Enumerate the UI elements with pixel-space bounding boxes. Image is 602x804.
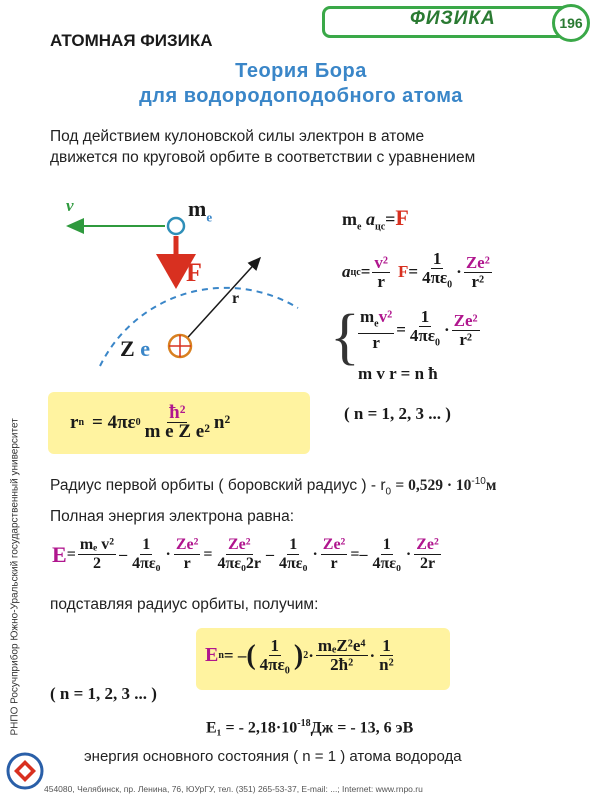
newton-a: a [365,209,375,229]
coulomb-eq-sign: = [408,262,419,282]
bohr-radius-exp: -10 [471,476,486,487]
en-num2: mₑZ²e⁴ [317,636,366,655]
newton-m-sub: e [357,221,362,233]
coulomb-den2: r² [471,271,485,291]
energy-fraction-num: 1 [142,536,151,553]
system-line-1: $\frac{m_ev^2}{r}$ = $\frac{1}{4\pi\varepsilon_0}$ · $\frac{\text{Ze²}}{\text{r²}}$ [360,307,478,353]
velocity-label: v [66,196,74,215]
sys-r: r [372,333,380,353]
en-pow: 2 [303,650,309,661]
energy-fraction [174,536,201,573]
energy-fraction-num: Ze² [175,536,199,553]
sys-m-sub: e [374,318,379,330]
energy-E: E [52,541,67,567]
energy-fraction [321,536,348,573]
coulomb-den-sub: 0 [447,279,453,291]
newton-m: m [342,209,357,229]
footer-address: 454080, Челябинск, пр. Ленина, 76, ЮУрГУ, тел. (351) 265-53-37, E-mail: ...; Internet: www.rnpo.ru [44,784,423,794]
intro-line-2: движется по круговой орбите в соответствии с уравнением [50,149,476,166]
sys-eq-sign: = [396,320,406,340]
en-lhs: E [205,644,219,666]
sys-den2: r² [459,329,472,349]
electron-label [188,196,212,225]
ground-energy-tail: Дж = - 13, 6 эВ [310,719,414,737]
en-den2: 2ħ² [330,655,354,674]
en-den: 4πε₀ [259,655,290,674]
energy-operator: – [119,545,128,563]
energy-fraction [414,536,441,573]
energy-fraction [216,536,264,573]
radius-formula [70,404,230,441]
rn-lhs: r [70,411,79,433]
ground-caption: энергия основного состояния ( n = 1 ) атома водорода [84,748,462,765]
ground-energy-exp: -18 [297,718,311,729]
sys-den-sub: 0 [435,337,440,349]
electron-mass-sub: e [206,209,213,225]
en-den3: n² [379,655,394,674]
radius-label: r [232,290,240,307]
energy-fraction [370,536,402,573]
rn-lhs-sub: n [78,417,84,428]
coulomb-F: F [398,262,409,282]
side-text: РНПО Росучприбор Южно-Уральский государственный университет [9,418,21,736]
coulomb-num2: Ze² [465,252,490,272]
ground-energy-text: E₁ = - 2,18·10 [206,719,298,737]
energy-fraction-num: Ze² [416,536,439,553]
rn-num: ħ² [169,402,186,423]
en-lhs-sub: n [218,650,224,661]
orbit-diagram [60,188,310,378]
en-eq: = – [223,645,247,665]
energy-fraction-den: r [183,555,191,572]
n-values-1: ( n = 1, 2, 3 ... ) [344,404,451,423]
intro-line-1: Под действием кулоновской силы электрон в атоме [50,128,425,145]
energy-operator: · [312,545,318,563]
bohr-radius-line [50,476,496,497]
energy-operator: · [165,545,171,563]
en-num3: 1 [382,636,391,655]
energy-fraction-den: 4πε₀ [372,555,401,572]
energy-fraction-den: 4πε₀ [279,555,308,572]
energy-operator: – [266,545,275,563]
rn-den: m e Z e² [144,421,210,442]
sys-num2: Ze² [453,310,478,330]
energy-fraction-num: 1 [289,536,298,553]
subject-label: ФИЗИКА [410,8,496,29]
energy-fraction-den: 4πε₀2r [217,555,262,572]
publisher-logo-icon [6,752,44,790]
energy-fraction-num: Ze² [227,536,251,553]
rn-eq: = 4πε [92,411,136,433]
page-number: 196 [552,4,590,42]
system-line-2: m v r = n ħ [358,364,438,383]
electron [168,218,184,234]
section-title: АТОМНАЯ ФИЗИКА [50,31,213,50]
coulomb-one: 1 [432,249,442,268]
energy-fraction-num: mₑ v² [79,536,115,553]
energy-fraction-den: r [330,555,338,572]
energy-intro: Полная энергия электрона равна: [50,508,295,525]
centripetal-a: a [342,262,351,282]
bohr-radius-unit: м [485,477,497,495]
ground-energy [206,718,413,737]
energy-fraction [130,536,162,573]
sys-den: 4πε [409,326,435,345]
centripetal-den: r [377,271,385,291]
electron-mass: m [188,196,207,221]
centripetal-eq-sign: = [360,262,371,282]
coulomb-den: 4πε [422,268,448,287]
system-brace: { [330,303,360,371]
energy-fraction [78,536,116,573]
title-line-2: для водородоподобного атома [139,85,463,107]
intro-text [50,126,475,168]
title-line-1: Теория Бора [235,60,367,82]
n-values-2: ( n = 1, 2, 3 ... ) [50,684,157,703]
sys-v2: v² [378,307,393,326]
centripetal-sub: цс [350,266,361,278]
bohr-radius-text: Радиус первой орбиты ( боровский радиус ) - r [50,477,386,495]
rn-eq-sub: 0 [135,417,141,428]
energy-formula: E = $\frac{\text{mₑ v²}}{2}$ – $\frac{1}{\text{4πε₀}}$ · $\frac{\text{Ze²}}{r}$ = $\frac{\text{Ze²}}{\text{4πε₀2r}}$ – $\frac{1}{\text{4πε₀}}$ · $\frac{\text{Ze²}}{r}$ =– $\frac{1}{\text{4πε₀}}$ · $\frac{\text{Ze²}}{2r}$ [52,536,439,572]
newton-eq [342,205,409,233]
rn-tail: n² [213,411,231,433]
energy-operator: = [203,545,213,563]
nucleus-z: Z [120,336,135,361]
newton-a-sub: цс [374,221,386,233]
bohr-radius-value: = 0,529 · 10 [395,477,472,495]
bohr-radius-sub: 0 [385,486,392,498]
energy-fraction-den: 2 [92,555,101,572]
nucleus-label [120,336,150,362]
energy-operator: · [405,545,412,563]
newton-eq-sign: = [385,209,396,229]
energy-fraction-den: 2r [419,555,436,572]
energy-fraction-den: 4πε₀ [132,555,161,572]
sys-m: m [360,307,375,326]
energy-fraction [277,536,309,573]
energy-operator: =– [350,545,368,563]
energy-fraction-num: Ze² [322,536,346,553]
energy-fraction-num: 1 [382,536,391,553]
nucleus-charge: e [140,336,150,361]
centripetal-num: v² [374,252,388,272]
en-one: 1 [270,636,280,655]
energy-n-formula: E n = – ( $\frac{1}{\text{4πε₀}}$ ) 2 · $\frac{\text{mₑZ²e⁴}}{\text{2ħ²}}$ · $\frac{1}{\text{n²}}$ [205,636,394,674]
substitute-text: подставляя радиус орбиты, получим: [50,596,319,613]
sys-one: 1 [420,307,430,326]
newton-F: F [395,205,409,230]
centripetal-eq: a цс = $\frac{\text{v²}}{r}$ F = $\frac{1}{4\pi\varepsilon_0}$ · $\frac{\text{Ze²}}{\text{r²}}$ [342,249,490,291]
force-label: F [186,258,202,287]
